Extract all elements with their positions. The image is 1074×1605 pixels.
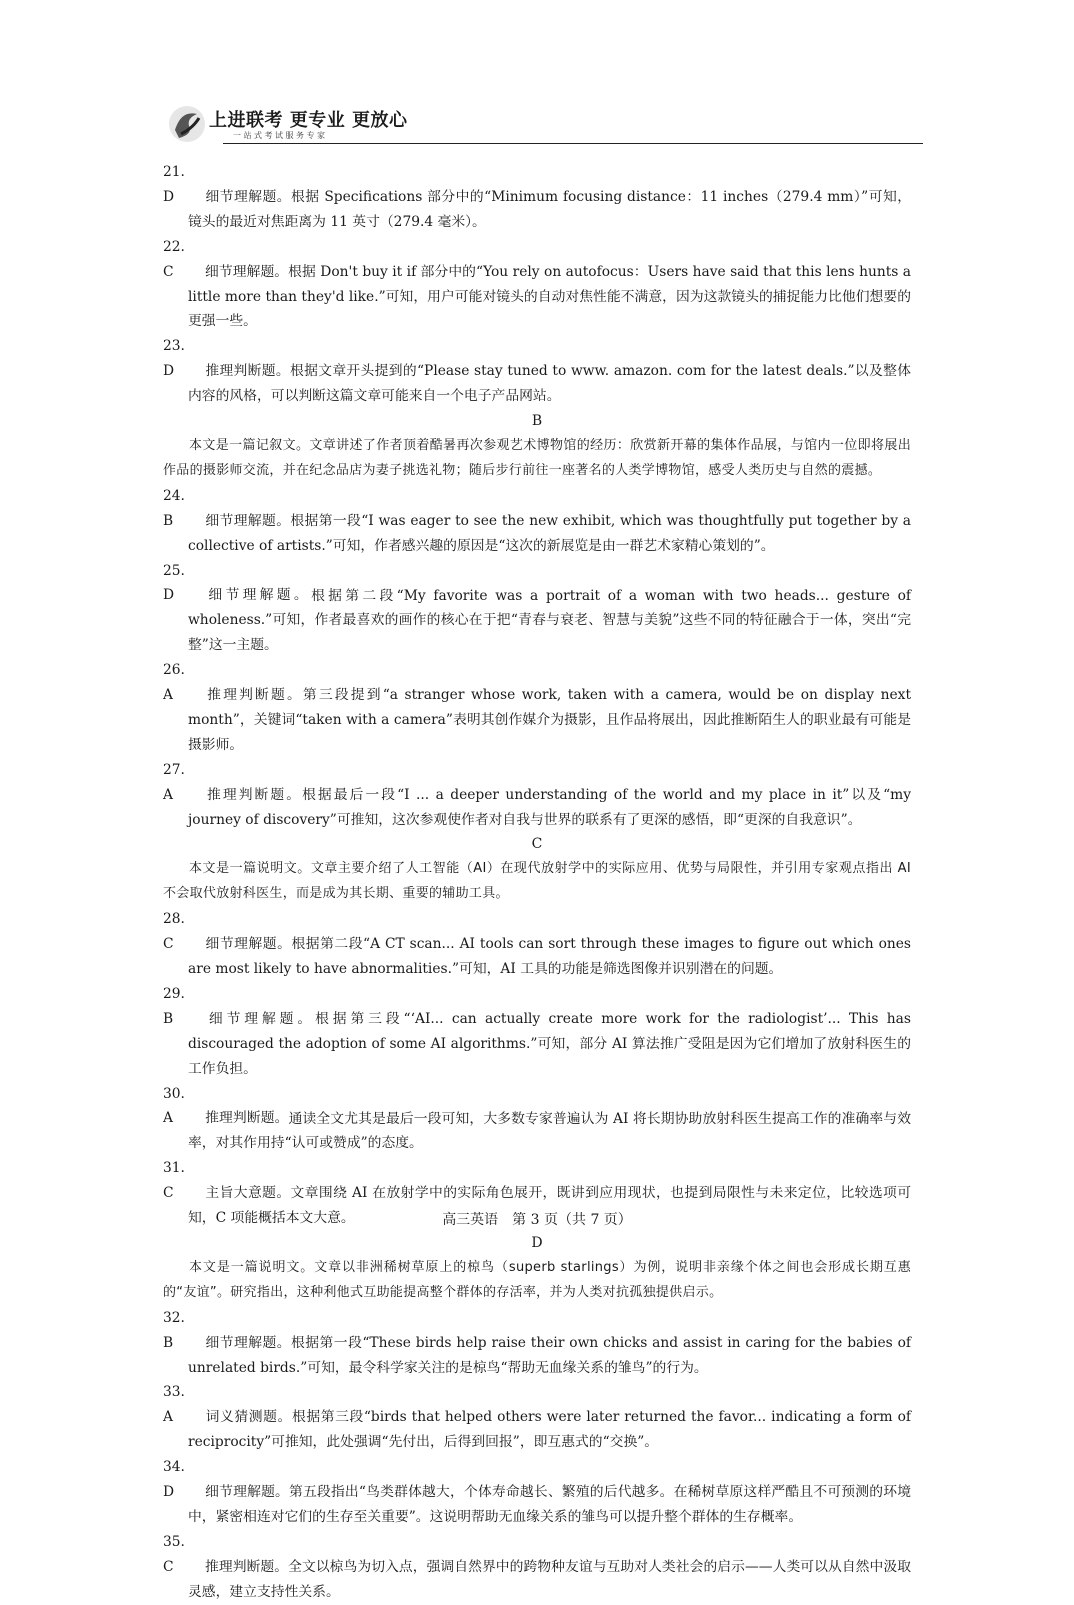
answer-number: 31. C xyxy=(163,1160,185,1202)
answer-explanation: 根据第二段“My favorite was a portrait of a woman with two heads... gesture of wholeness.”可知，作者最喜欢的画作的核心在于把“青春与衰老、智慧与美貌”这些不同的特征融合于一体，突出“完整”这一主题。 xyxy=(188,587,912,654)
answer-explanation: 根据文章开头提到的“Please stay tuned to www. amazon. com for the latest deals.”以及整体内容的风格，可以判断这篇文章可能来自一个电子产品网站。 xyxy=(188,363,912,405)
answer-number: 29. B xyxy=(163,985,185,1027)
question-type: 细节理解题。 xyxy=(205,188,291,205)
answer-number: 26. A xyxy=(163,662,185,704)
answer-item xyxy=(163,484,911,559)
answer-content xyxy=(163,160,911,1605)
section-summary-c: 本文是一篇说明文。文章主要介绍了人工智能（AI）在现代放射学中的实际应用、优势与局限性，并引用专家观点指出 AI 不会取代放射科医生，而是成为其长期、重要的辅助工具。 xyxy=(163,861,911,902)
question-type: 细节理解题。 xyxy=(205,1334,292,1351)
answer-item xyxy=(163,559,911,659)
answer-explanation: 第五段指出“鸟类群体越大，个体寿命越长、繁殖的后代越多。在稀树草原这样严酷且不可预测的环境中，紧密相连对它们的生存至关重要”。这说明帮助无血缘关系的雏鸟可以提升整个群体的生存概率。 xyxy=(188,1484,911,1525)
question-type: 细节理解题。 xyxy=(205,587,312,604)
question-type: 推理判断题。 xyxy=(205,1110,289,1127)
answer-explanation: 通读全文尤其是最后一段可知，大多数专家普遍认为 AI 将长期协助放射科医生提高工作的准确率与效率，对其作用持“认可或赞成”的态度。 xyxy=(188,1110,912,1152)
logo-title: 上进联考 更专业 更放心 xyxy=(209,110,408,131)
question-type: 细节理解题。 xyxy=(205,936,292,953)
answer-explanation: 第三段提到“a stranger whose work, taken with a camera, would be on display next month”，关键词“taken with a camera”表明其创作媒介为摄影，且作品将展出，因此推断陌生人的职业最有可能是摄影师。 xyxy=(188,687,912,753)
question-type: 细节理解题。 xyxy=(205,1010,316,1027)
answer-item xyxy=(163,1306,911,1381)
answer-number: 30. A xyxy=(163,1085,185,1127)
answer-item xyxy=(163,1380,911,1455)
answer-explanation: 根据最后一段“I ... a deeper understanding of the world and my place in it”以及“my journey of discovery”可推知，这次参观使作者对自我与世界的联系有了更深的感悟，即“更深的自我意识”。 xyxy=(188,786,911,828)
question-type: 词义猜测题。 xyxy=(205,1409,292,1426)
answer-number: 33. A xyxy=(163,1384,185,1426)
answer-number: 21. D xyxy=(163,164,185,205)
answer-explanation: 全文以椋鸟为切入点，强调自然界中的跨物种友谊与互助对人类社会的启示——人类可以从自然中汲取灵感，建立支持性关系。 xyxy=(188,1558,912,1600)
question-type: 细节理解题。 xyxy=(205,263,289,280)
answer-item xyxy=(163,1530,911,1605)
answer-item xyxy=(163,982,911,1082)
header-divider xyxy=(223,143,923,144)
answer-item xyxy=(163,160,911,235)
question-type: 细节理解题。 xyxy=(205,1484,290,1501)
question-type: 推理判断题。 xyxy=(205,363,290,380)
question-type: 细节理解题。 xyxy=(205,512,291,529)
answer-explanation: 根据第一段“These birds help raise their own chicks and assist in caring for the babies of unrelated birds.”可知，最令科学家关注的是椋鸟“帮助无血缘关系的雏鸟”的行为。 xyxy=(188,1334,912,1376)
answer-number: 32. B xyxy=(163,1309,185,1351)
section-heading-c: C xyxy=(531,836,543,853)
logo-icon xyxy=(167,104,207,144)
page-header xyxy=(163,100,923,150)
answer-item xyxy=(163,907,911,982)
answer-explanation: 文章围绕 AI 在放射学中的实际角色展开，既讲到应用现状，也提到局限性与未来定位，比较选项可知，C 项能概括本文大意。 xyxy=(188,1185,912,1227)
answer-explanation: 根据 Specifications 部分中的“Minimum focusing distance：11 inches（279.4 mm）”可知，镜头的最近对焦距离为 11 英寸（279.4 毫米）。 xyxy=(188,188,911,230)
answer-explanation: 根据第三段“birds that helped others were later returned the favor... indicating a form of reciprocity”可推知，此处强调“先付出，后得到回报”，即互惠式的“交换”。 xyxy=(188,1409,912,1451)
question-type: 主旨大意题。 xyxy=(205,1185,291,1202)
answer-number: 25. D xyxy=(163,562,185,604)
answer-explanation: 根据第三段“‘AI... can actually create more work for the radiologist’... This has discouraged the adoption of some AI algorithms.”可知，部分 AI 算法推广受阻是因为它们增加了放射科医生的工作负担。 xyxy=(188,1010,911,1077)
logo-subtitle: 一站式考试服务专家 xyxy=(233,131,328,140)
answer-number: 34. D xyxy=(163,1459,185,1501)
answer-item xyxy=(163,334,911,409)
section-summary-b: 本文是一篇记叙文。文章讲述了作者顶着酷暑再次参观艺术博物馆的经历：欣赏新开幕的集体作品展，与馆内一位即将展出作品的摄影师交流，并在纪念品店为妻子挑选礼物；随后步行前往一座著名的人类学博物馆，感受人类历史与自然的震撼。 xyxy=(163,437,911,478)
question-type: 推理判断题。 xyxy=(205,1558,289,1575)
question-type: 推理判断题。 xyxy=(205,687,303,704)
answer-number: 28. C xyxy=(163,911,185,953)
answer-explanation: 根据 Don't buy it if 部分中的“You rely on autofocus：Users have said that this lens hunts a little more than they'd like.”可知，用户可能对镜头的自动对焦性能不满意，因为这款镜头的捕捉能力比他们想要的更强一些。 xyxy=(188,263,912,330)
answer-number: 27. A xyxy=(163,761,185,803)
answer-number: 35. C xyxy=(163,1533,185,1575)
answer-explanation: 根据第一段“I was eager to see the new exhibit, which was thoughtfully put together by a collective of artists.”可知，作者感兴趣的原因是“这次的新展览是由一群艺术家精心策划的”。 xyxy=(188,512,912,554)
answer-item xyxy=(163,1455,911,1530)
answer-item xyxy=(163,235,911,335)
answer-item xyxy=(163,758,911,833)
answer-number: 22. C xyxy=(163,238,185,280)
answer-item xyxy=(163,1082,911,1157)
answer-item xyxy=(163,658,911,758)
section-summary-d: 本文是一篇说明文。文章以非洲稀树草原上的椋鸟（superb starlings）为例，说明非亲缘个体之间也会形成长期互惠的“友谊”。研究指出，这种利他式互助能提高整个群体的存活率，并为人类对抗孤独提供启示。 xyxy=(163,1259,911,1300)
answer-number: 24. B xyxy=(163,487,185,529)
question-type: 推理判断题。 xyxy=(205,786,303,803)
answer-number: 23. D xyxy=(163,338,185,380)
answer-explanation: 根据第二段“A CT scan... AI tools can sort through these images to figure out which ones are most likely to have abnormalities.”可知，AI 工具的功能是筛选图像并识别潜在的问题。 xyxy=(188,936,912,977)
page-footer: 高三英语 第 3 页（共 7 页） xyxy=(442,1212,632,1228)
section-heading-b: B xyxy=(531,413,543,430)
section-heading-d: D xyxy=(531,1234,543,1251)
